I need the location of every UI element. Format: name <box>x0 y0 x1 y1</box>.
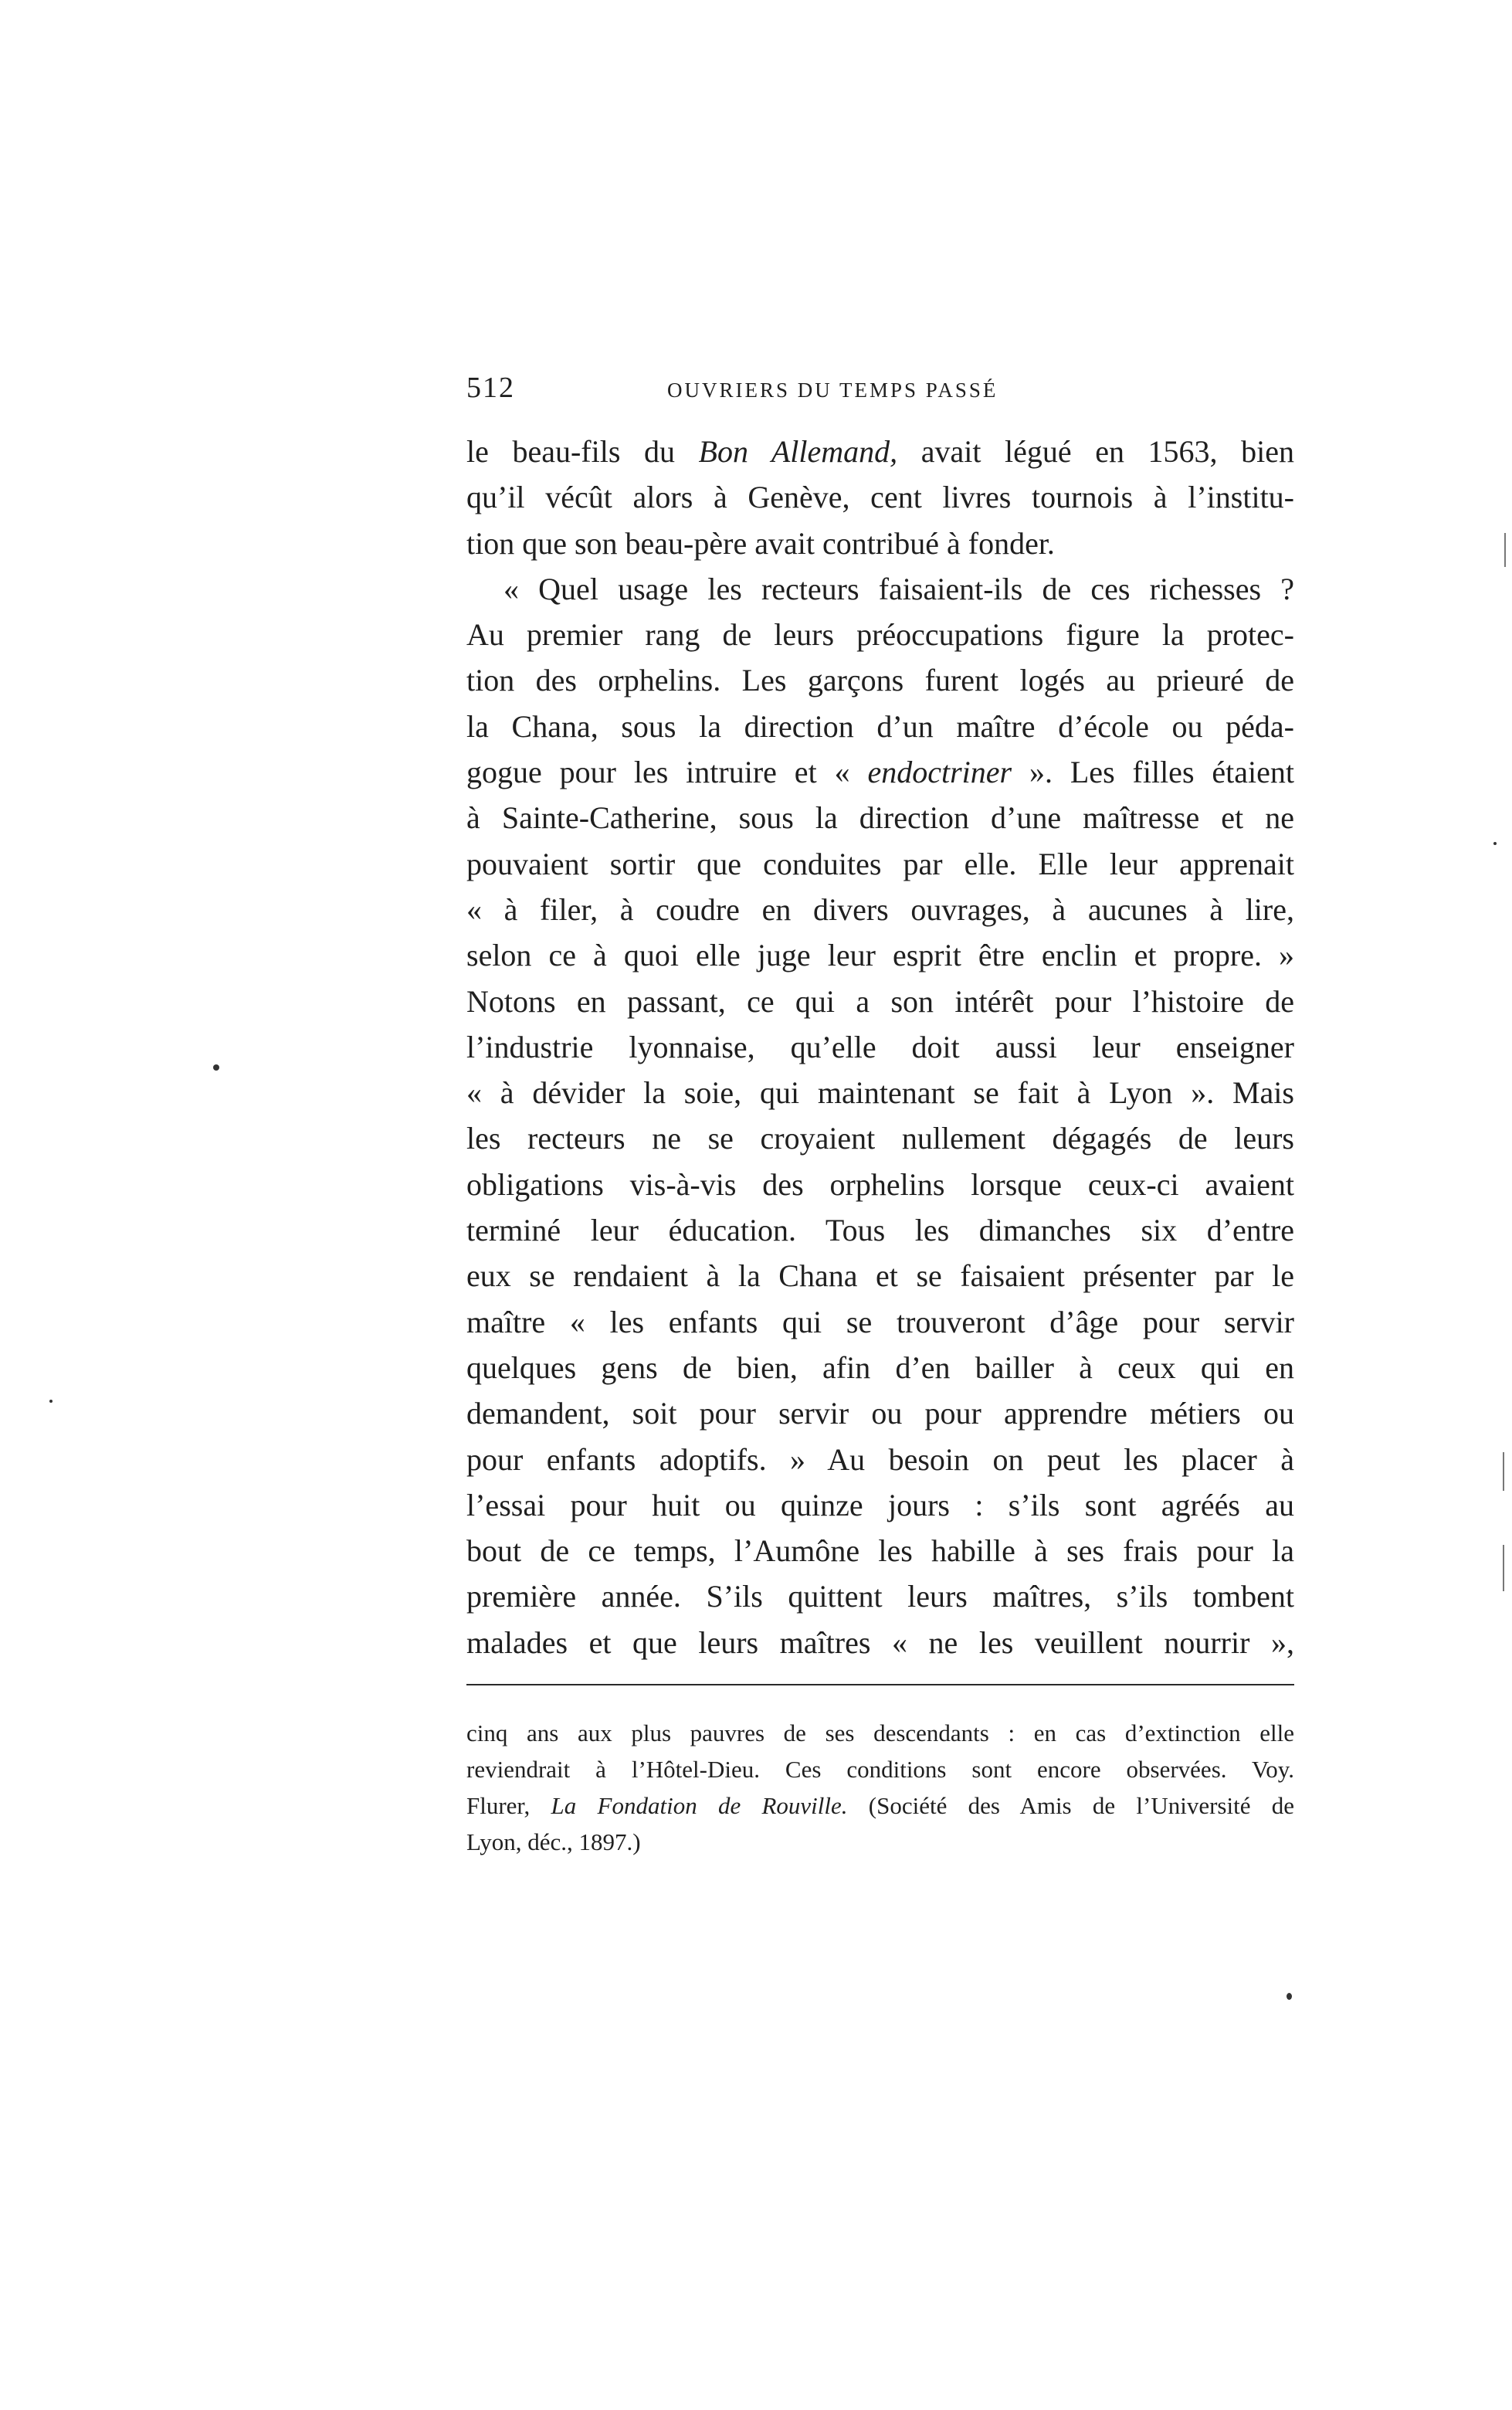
body-line: selon ce à quoi elle juge leur esprit être enclin et propre. » <box>466 938 1294 973</box>
body-line: les recteurs ne se croyaient nullement dégagés de leurs <box>466 1121 1294 1156</box>
scan-margin-mark <box>1504 533 1506 567</box>
scan-speck <box>1493 842 1497 845</box>
body-line: tion que son beau-père avait contribué à fonder. <box>466 525 1055 561</box>
body-line: « à dévider la soie, qui maintenant se fait à Lyon ». Mais <box>466 1075 1294 1111</box>
scan-margin-mark <box>1503 1452 1504 1491</box>
body-line: Au premier rang de leurs préoccupations figure la protec- <box>466 617 1294 653</box>
footnote-line: Flurer, La Fondation de Rouville. (Société des Amis de l’Université de <box>466 1792 1294 1819</box>
body-line: le beau-fils du Bon Allemand, avait légué en 1563, bien <box>466 434 1294 469</box>
scan-margin-mark <box>1503 1545 1504 1591</box>
body-line: pouvaient sortir que conduites par elle. Elle leur apprenait <box>466 846 1294 881</box>
page-number: 512 <box>466 372 515 404</box>
body-line: à Sainte-Catherine, sous la direction d’une maîtresse et ne <box>466 800 1294 836</box>
body-line: tion des orphelins. Les garçons furent logés au prieuré de <box>466 663 1294 698</box>
body-line: Notons en passant, ce qui a son intérêt pour l’histoire de <box>466 983 1294 1019</box>
running-title: OUVRIERS DU TEMPS PASSÉ <box>667 378 998 402</box>
footnote-line: cinq ans aux plus pauvres de ses descendants : en cas d’extinction elle <box>466 1719 1294 1746</box>
body-line: malades et que leurs maîtres « ne les veuillent nourrir », <box>466 1624 1294 1660</box>
body-line: qu’il vécût alors à Genève, cent livres tournois à l’institu- <box>466 480 1294 515</box>
running-head <box>466 371 1293 417</box>
body-line: la Chana, sous la direction d’un maître d’école ou péda- <box>466 708 1294 744</box>
body-line: maître « les enfants qui se trouveront d’âge pour servir <box>466 1304 1294 1339</box>
footnote <box>466 1715 1294 1860</box>
footnote-line: reviendrait à l’Hôtel-Dieu. Ces conditions sont encore observées. Voy. <box>466 1756 1294 1783</box>
body-line: demandent, soit pour servir ou pour apprendre métiers ou <box>466 1396 1294 1431</box>
body-line: eux se rendaient à la Chana et se faisaient présenter par le <box>466 1258 1294 1294</box>
body-line: « Quel usage les recteurs faisaient-ils de ces richesses ? <box>503 571 1294 606</box>
footnote-rule <box>466 1684 1294 1685</box>
body-line: l’industrie lyonnaise, qu’elle doit aussi leur enseigner <box>466 1029 1294 1064</box>
body-line: pour enfants adoptifs. » Au besoin on peut les placer à <box>466 1441 1294 1477</box>
body-text <box>466 429 1294 1665</box>
body-line: obligations vis-à-vis des orphelins lorsque ceux-ci avaient <box>466 1166 1294 1202</box>
body-line: l’essai pour huit ou quinze jours : s’ils sont agréés au <box>466 1487 1294 1522</box>
body-line: « à filer, à coudre en divers ouvrages, à aucunes à lire, <box>466 891 1294 927</box>
body-line: quelques gens de bien, afin d’en bailler à ceux qui en <box>466 1349 1294 1385</box>
footnote-line: Lyon, déc., 1897.) <box>466 1828 641 1855</box>
scan-speck <box>49 1400 53 1403</box>
body-line: bout de ce temps, l’Aumône les habille à ses frais pour la <box>466 1533 1294 1569</box>
scan-speck <box>213 1064 219 1071</box>
body-line: première année. S’ils quittent leurs maîtres, s’ils tombent <box>466 1579 1294 1614</box>
body-line: gogue pour les intruire et « endoctriner ». Les filles étaient <box>466 755 1294 790</box>
scan-speck <box>1287 1993 1292 2000</box>
body-line: terminé leur éducation. Tous les dimanches six d’entre <box>466 1213 1294 1248</box>
